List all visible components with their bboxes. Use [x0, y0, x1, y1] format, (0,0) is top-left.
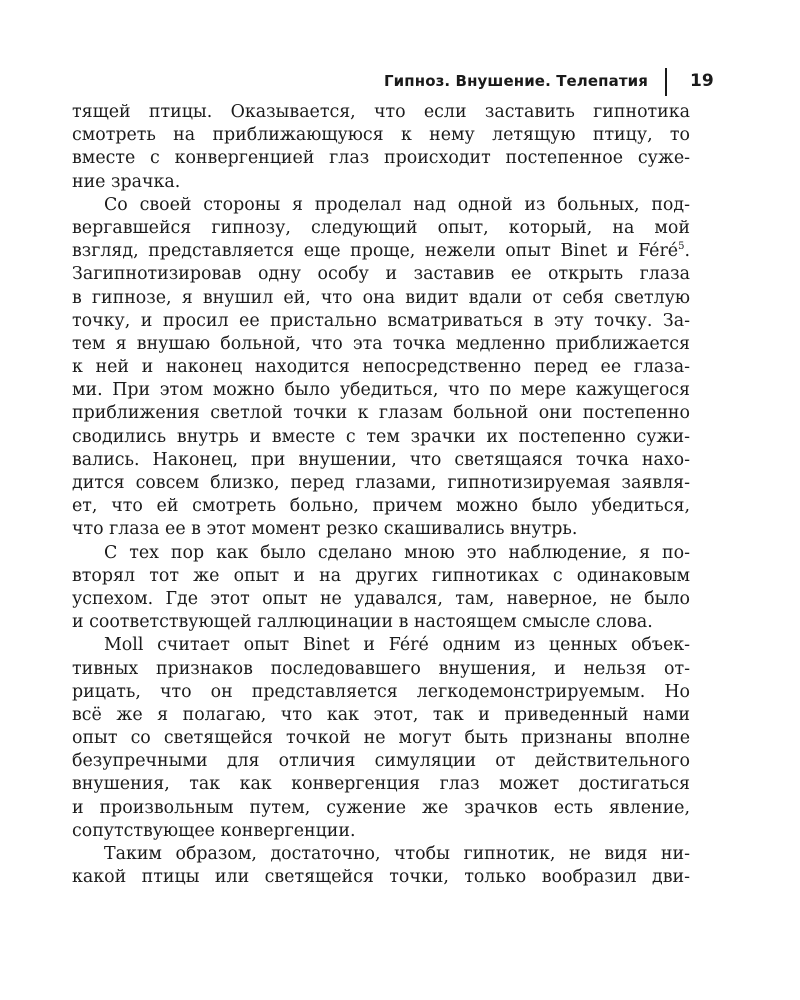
text-line: тящей птицы. Оказывается, что если заставить гипнотика: [72, 102, 690, 122]
text-line: успехом. Где этот опыт не удавался, там, наверное, не было: [72, 588, 690, 609]
text-line: что глаза ее в этот момент резко скашивались внутрь.: [72, 519, 578, 540]
text-line: Таким образом, достаточно, чтобы гипнотик, не видя ни-: [104, 844, 690, 864]
text-line: сопутствующее конвергенции.: [72, 820, 356, 841]
running-title: Гипноз. Внушение. Телепатия: [384, 72, 648, 90]
text-line: вались. Наконец, при внушении, что светящаяся точка нахо-: [72, 449, 690, 470]
text-line: опыт со светящейся точкой не могут быть признаны вполне: [72, 728, 690, 749]
text-line: Moll считает опыт Binet и Féré одним из ценных объек-: [104, 635, 690, 656]
text-line: дится совсем близко, перед глазами, гипнотизируемая заявля-: [72, 473, 690, 493]
text-line: Со своей стороны я проделал над одной из больных, под-: [104, 194, 690, 215]
text-line: какой птицы или светящейся точки, только вообразил дви-: [72, 867, 690, 888]
text-line-with-footnote: взгляд, представляется еще проще, нежели опыт Binet и Féré$^5$.: [72, 241, 690, 262]
text-line: и произвольным путем, сужение же зрачков есть явление,: [72, 797, 690, 818]
text-line: в гипнозе, я внушил ей, что она видит вдали от себя светлую: [72, 287, 690, 308]
text-line: точку, и просил ее пристально всматриваться в эту точку. За-: [72, 310, 690, 331]
page-number: 19: [690, 71, 714, 91]
text-line: вергавшейся гипнозу, следующий опыт, который, на мой: [72, 217, 690, 238]
header-divider: [665, 68, 667, 96]
text-line: рицать, что он представляется легкодемонстрируемым. Но: [72, 681, 690, 702]
text-line: С тех пор как было сделано мною это наблюдение, я по-: [104, 542, 690, 563]
text-line: к ней и наконец находится непосредственно перед ее глаза-: [72, 357, 690, 378]
text-line: внушения, так как конвергенция глаз может достигаться: [72, 774, 690, 795]
body-text: [72, 101, 690, 889]
text-line: и соответствующей галлюцинации в настоящем смысле слова.: [72, 612, 653, 633]
text-line: сводились внутрь и вместе с тем зрачки их постепенно сужи-: [72, 426, 690, 447]
text-line: приближения светлой точки к глазам больной они постепенно: [72, 403, 690, 424]
text-line: Загипнотизировав одну особу и заставив ее открыть глаза: [72, 264, 690, 285]
running-header: [0, 68, 800, 98]
text-line: ние зрачка.: [72, 171, 181, 192]
footnote-reference[interactable]: 5: [678, 241, 685, 253]
text-line: ет, что ей смотреть больно, причем можно было убедиться,: [72, 496, 690, 517]
text-line: вторял тот же опыт и на других гипнотиках с одинаковым: [72, 565, 690, 586]
text-line: безупречными для отличия симуляции от действительного: [72, 751, 690, 772]
text-line: всё же я полагаю, что как этот, так и приведенный нами: [72, 704, 690, 725]
text-line: тем я внушаю больной, что эта точка медленно приближается: [72, 333, 690, 354]
text-line: тивных признаков последовавшего внушения, и нельзя от-: [72, 658, 690, 679]
text-line: смотреть на приближающуюся к нему летящую птицу, то: [72, 125, 690, 146]
text-line: вместе с конвергенцией глаз происходит постепенное суже-: [72, 148, 690, 169]
text-line: ми. При этом можно было убедиться, что по мере кажущегося: [72, 380, 690, 401]
text-segment: взгляд, представляется еще проще, нежели опыт Binet и Féré: [72, 241, 679, 262]
